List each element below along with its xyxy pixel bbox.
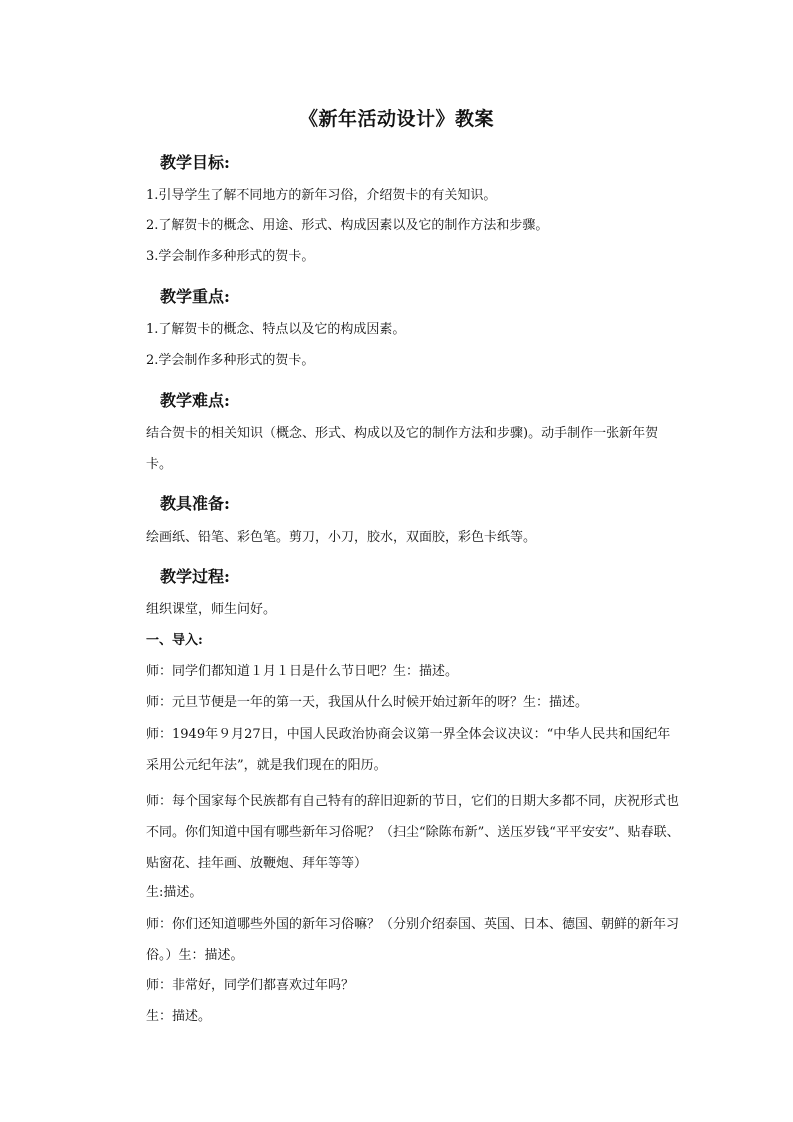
process-line-7: 师：非常好，同学们都喜欢过年吗？ [146, 978, 355, 993]
heading-process: 教学过程: [160, 567, 230, 586]
difficulties-text: 结合贺卡的相关知识（概念、形式、构成以及它的制作方法和步骤)。动手制作一张新年贺卡。 [146, 426, 659, 472]
process-sub-heading: 一、导入: [146, 633, 203, 648]
key-point-item-2: 2.学会制作多种形式的贺卡。 [146, 353, 315, 368]
process-line-3: 师：1949年９月27日，中国人民政治协商会议第一界全体会议决议：“中华人民共和国纪年采用公元纪年法”，就是我们现在的阳历。 [146, 727, 671, 773]
process-line-5: 生:描述。 [146, 885, 203, 900]
heading-difficulties: 教学难点: [160, 391, 230, 410]
objective-item-3: 3.学会制作多种形式的贺卡。 [146, 249, 315, 264]
heading-materials: 教具准备: [160, 494, 230, 513]
process-line-1: 师：同学们都知道１月１日是什么节日吧？生：描述。 [146, 664, 459, 679]
key-point-item-1: 1.了解贺卡的概念、特点以及它的构成因素。 [146, 322, 406, 337]
heading-key-points: 教学重点: [160, 287, 230, 306]
objective-item-1: 1.引导学生了解不同地方的新年习俗，介绍贺卡的有关知识。 [146, 188, 497, 203]
process-opening: 组织课堂，师生问好。 [146, 602, 277, 617]
heading-objectives: 教学目标: [160, 153, 230, 172]
process-line-8: 生：描述。 [146, 1009, 212, 1024]
process-line-6: 师：你们还知道哪些外国的新年习俗嘛？（分别介绍泰国、英国、日本、德国、朝鲜的新年习俗。）生：描述。 [146, 917, 680, 963]
process-line-2: 师：元旦节便是一年的第一天，我国从什么时候开始过新年的呀？生：描述。 [146, 695, 589, 710]
process-line-4: 师：每个国家每个民族都有自己特有的辞旧迎新的节日，它们的日期大多都不同，庆祝形式也不同。你们知道中国有哪些新年习俗呢？（扫尘“除陈布新”、送压岁钱“平平安安”、贴春联、贴窗花、挂年画、放鞭炮、拜年等等） [146, 794, 680, 871]
document-title: 《新年活动设计》教案 [298, 108, 494, 130]
materials-text: 绘画纸、铅笔、彩色笔。剪刀，小刀，胶水，双面胶，彩色卡纸等。 [146, 530, 537, 545]
objective-item-2: 2.了解贺卡的概念、用途、形式、构成因素以及它的制作方法和步骤。 [146, 218, 549, 233]
